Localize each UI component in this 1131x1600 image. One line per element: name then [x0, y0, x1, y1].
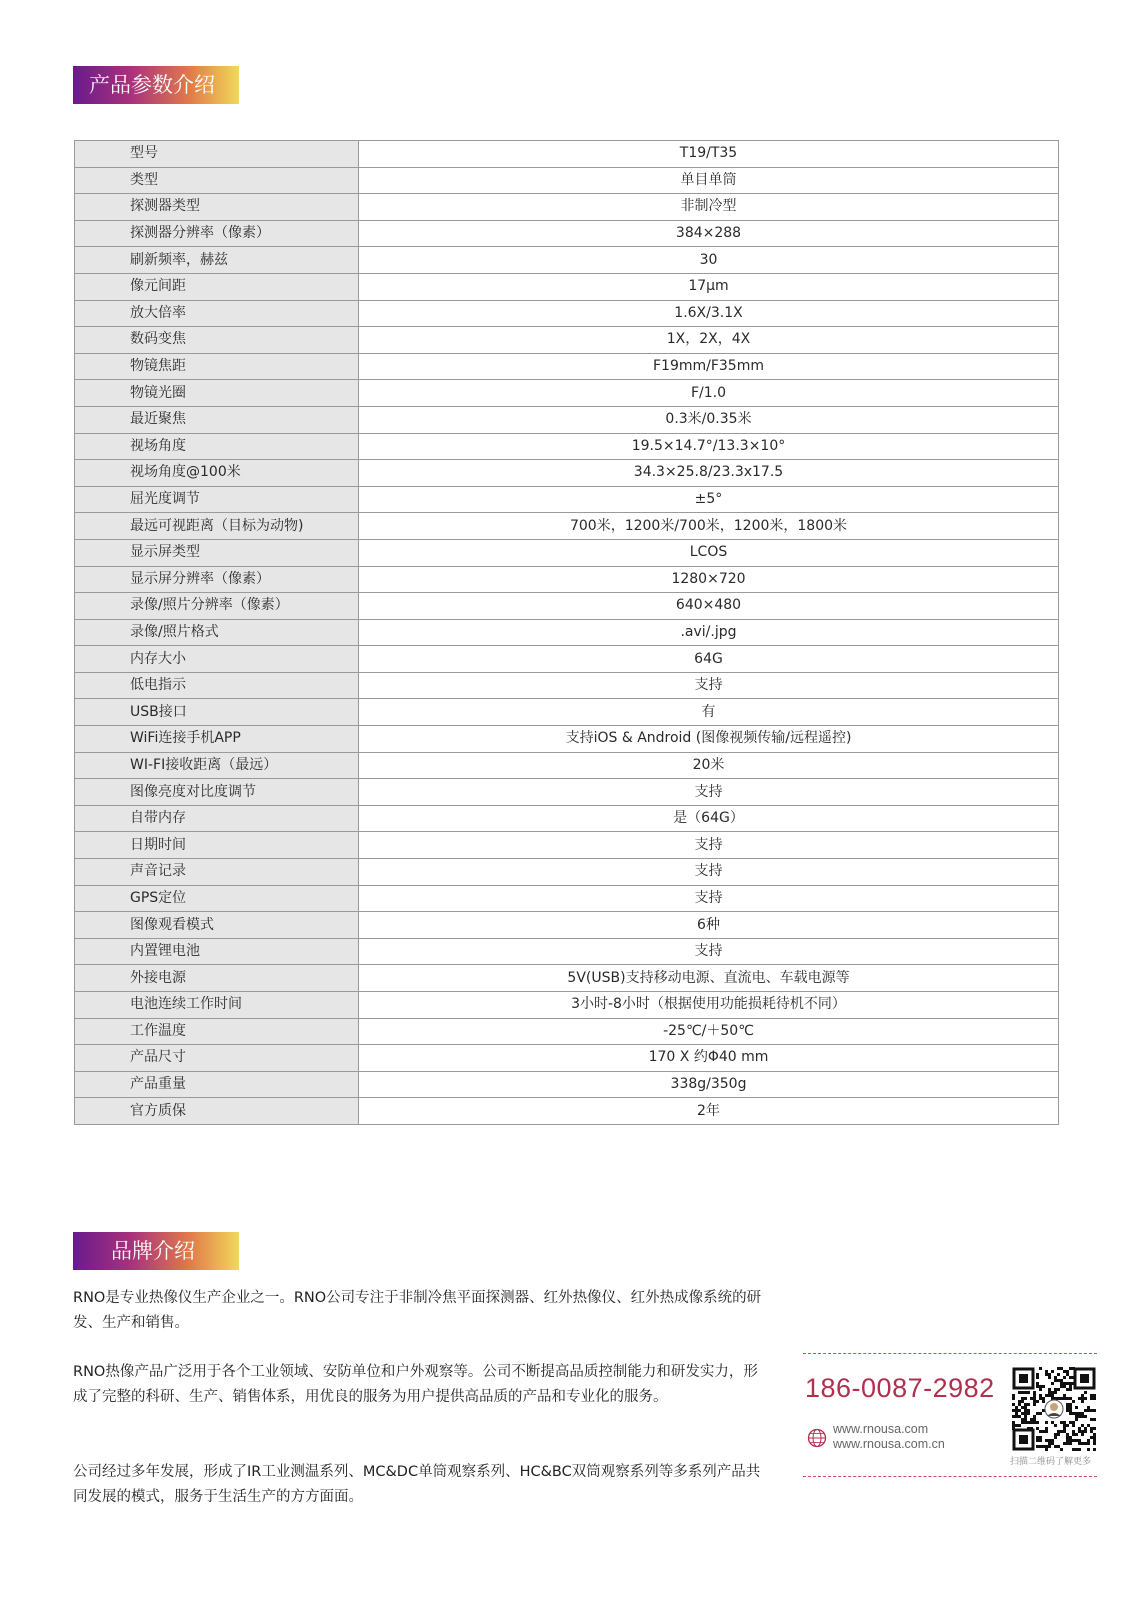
spec-label: 工作温度 — [75, 1018, 359, 1045]
spec-value: 支持 — [359, 779, 1059, 806]
spec-row — [75, 273, 1059, 300]
spec-label: WI-FI接收距离（最远） — [75, 752, 359, 779]
spec-row — [75, 353, 1059, 380]
spec-label: 内置锂电池 — [75, 938, 359, 965]
spec-label: 显示屏类型 — [75, 539, 359, 566]
spec-value: 5V(USB)支持移动电源、直流电、车载电源等 — [359, 965, 1059, 992]
section-title-specs: 产品参数介绍 — [73, 66, 239, 104]
spec-row — [75, 1098, 1059, 1125]
spec-row — [75, 220, 1059, 247]
spec-value: 338g/350g — [359, 1071, 1059, 1098]
spec-value: 支持 — [359, 832, 1059, 859]
spec-label: 低电指示 — [75, 672, 359, 699]
spec-value: 640×480 — [359, 593, 1059, 620]
spec-label: 屈光度调节 — [75, 486, 359, 513]
website-link-2[interactable]: www.rnousa.com.cn — [833, 1437, 945, 1451]
spec-row — [75, 912, 1059, 939]
spec-value: 支持 — [359, 885, 1059, 912]
spec-value: 700米，1200米/700米，1200米，1800米 — [359, 513, 1059, 540]
spec-label: 录像/照片分辨率（像素） — [75, 593, 359, 620]
spec-row — [75, 619, 1059, 646]
spec-value: 有 — [359, 699, 1059, 726]
spec-label: 声音记录 — [75, 859, 359, 886]
spec-row — [75, 726, 1059, 753]
phone-number: 186-0087-2982 — [805, 1373, 995, 1403]
spec-row — [75, 672, 1059, 699]
spec-label: 探测器类型 — [75, 194, 359, 221]
spec-label: 图像观看模式 — [75, 912, 359, 939]
website-link-1[interactable]: www.rnousa.com — [833, 1422, 929, 1436]
spec-value: .avi/.jpg — [359, 619, 1059, 646]
spec-label: 类型 — [75, 167, 359, 194]
spec-row — [75, 247, 1059, 274]
spec-label: USB接口 — [75, 699, 359, 726]
spec-row — [75, 460, 1059, 487]
spec-row — [75, 194, 1059, 221]
spec-row — [75, 1071, 1059, 1098]
spec-row — [75, 832, 1059, 859]
spec-label: 官方质保 — [75, 1098, 359, 1125]
spec-label: 型号 — [75, 141, 359, 168]
contact-divider-bottom — [803, 1476, 1097, 1477]
spec-row — [75, 167, 1059, 194]
spec-value: 是（64G） — [359, 805, 1059, 832]
spec-row — [75, 300, 1059, 327]
spec-label: 日期时间 — [75, 832, 359, 859]
spec-label: 图像亮度对比度调节 — [75, 779, 359, 806]
spec-value: -25℃/＋50℃ — [359, 1018, 1059, 1045]
section-title-brand: 品牌介绍 — [73, 1232, 239, 1270]
spec-row — [75, 885, 1059, 912]
spec-value: 384×288 — [359, 220, 1059, 247]
spec-value: F19mm/F35mm — [359, 353, 1059, 380]
spec-row — [75, 699, 1059, 726]
spec-label: 数码变焦 — [75, 327, 359, 354]
spec-value: 64G — [359, 646, 1059, 673]
spec-value: LCOS — [359, 539, 1059, 566]
spec-label: WiFi连接手机APP — [75, 726, 359, 753]
spec-row — [75, 380, 1059, 407]
spec-value: F/1.0 — [359, 380, 1059, 407]
spec-label: 自带内存 — [75, 805, 359, 832]
spec-row — [75, 646, 1059, 673]
spec-value: 支持 — [359, 938, 1059, 965]
spec-value: 0.3米/0.35米 — [359, 406, 1059, 433]
spec-row — [75, 859, 1059, 886]
spec-label: 电池连续工作时间 — [75, 992, 359, 1019]
spec-row — [75, 992, 1059, 1019]
spec-value: 支持iOS & Android (图像视频传输/远程遥控) — [359, 726, 1059, 753]
spec-value: 2年 — [359, 1098, 1059, 1125]
spec-value: 3小时-8小时（根据使用功能损耗待机不同） — [359, 992, 1059, 1019]
spec-label: 探测器分辨率（像素） — [75, 220, 359, 247]
qr-caption: 扫描二维码了解更多 — [1010, 1457, 1092, 1467]
spec-value: T19/T35 — [359, 141, 1059, 168]
spec-value: 支持 — [359, 672, 1059, 699]
spec-row — [75, 1045, 1059, 1072]
spec-value: 19.5×14.7°/13.3×10° — [359, 433, 1059, 460]
spec-label: 最远可视距离（目标为动物) — [75, 513, 359, 540]
spec-row — [75, 566, 1059, 593]
spec-label: 物镜焦距 — [75, 353, 359, 380]
spec-row — [75, 327, 1059, 354]
spec-row — [75, 805, 1059, 832]
spec-row — [75, 539, 1059, 566]
spec-label: 产品尺寸 — [75, 1045, 359, 1072]
spec-label: 放大倍率 — [75, 300, 359, 327]
spec-label: 外接电源 — [75, 965, 359, 992]
spec-row — [75, 433, 1059, 460]
spec-value: 支持 — [359, 859, 1059, 886]
spec-row — [75, 938, 1059, 965]
brand-paragraph-1: RNO是专业热像仪生产企业之一。RNO公司专注于非制冷焦平面探测器、红外热像仪、红外热成像系统的研发、生产和销售。 — [73, 1290, 762, 1331]
spec-label: 刷新频率，赫兹 — [75, 247, 359, 274]
spec-row — [75, 965, 1059, 992]
spec-label: GPS定位 — [75, 885, 359, 912]
brand-paragraph-3: 公司经过多年发展，形成了IR工业测温系列、MC&DC单筒观察系列、HC&BC双筒观察系列等多系列产品共同发展的模式，服务于生活生产的方方面面。 — [73, 1464, 761, 1505]
spec-value: ±5° — [359, 486, 1059, 513]
spec-value: 6种 — [359, 912, 1059, 939]
spec-row — [75, 1018, 1059, 1045]
spec-value: 17μm — [359, 273, 1059, 300]
brand-paragraph-2: RNO热像产品广泛用于各个工业领域、安防单位和户外观察等。公司不断提高品质控制能力和研发实力，形成了完整的科研、生产、销售体系，用优良的服务为用户提供高品质的产品和专业化的服务。 — [73, 1364, 758, 1405]
spec-label: 最近聚焦 — [75, 406, 359, 433]
spec-row — [75, 752, 1059, 779]
spec-label: 显示屏分辨率（像素） — [75, 566, 359, 593]
spec-label: 视场角度@100米 — [75, 460, 359, 487]
spec-label: 内存大小 — [75, 646, 359, 673]
spec-value: 30 — [359, 247, 1059, 274]
spec-row — [75, 141, 1059, 168]
globe-icon — [807, 1428, 827, 1448]
spec-row — [75, 513, 1059, 540]
qr-code — [1012, 1367, 1096, 1451]
spec-label: 像元间距 — [75, 273, 359, 300]
spec-label: 产品重量 — [75, 1071, 359, 1098]
spec-label: 物镜光圈 — [75, 380, 359, 407]
spec-row — [75, 486, 1059, 513]
spec-row — [75, 593, 1059, 620]
spec-value: 1280×720 — [359, 566, 1059, 593]
spec-value: 非制冷型 — [359, 194, 1059, 221]
spec-table — [74, 140, 1059, 1125]
spec-label: 视场角度 — [75, 433, 359, 460]
spec-value: 1X，2X，4X — [359, 327, 1059, 354]
spec-value: 1.6X/3.1X — [359, 300, 1059, 327]
spec-value: 170 X 约Φ40 mm — [359, 1045, 1059, 1072]
spec-value: 34.3×25.8/23.3x17.5 — [359, 460, 1059, 487]
spec-row — [75, 779, 1059, 806]
contact-divider-top — [803, 1353, 1097, 1354]
spec-row — [75, 406, 1059, 433]
spec-label: 录像/照片格式 — [75, 619, 359, 646]
spec-value: 20米 — [359, 752, 1059, 779]
spec-value: 单目单筒 — [359, 167, 1059, 194]
